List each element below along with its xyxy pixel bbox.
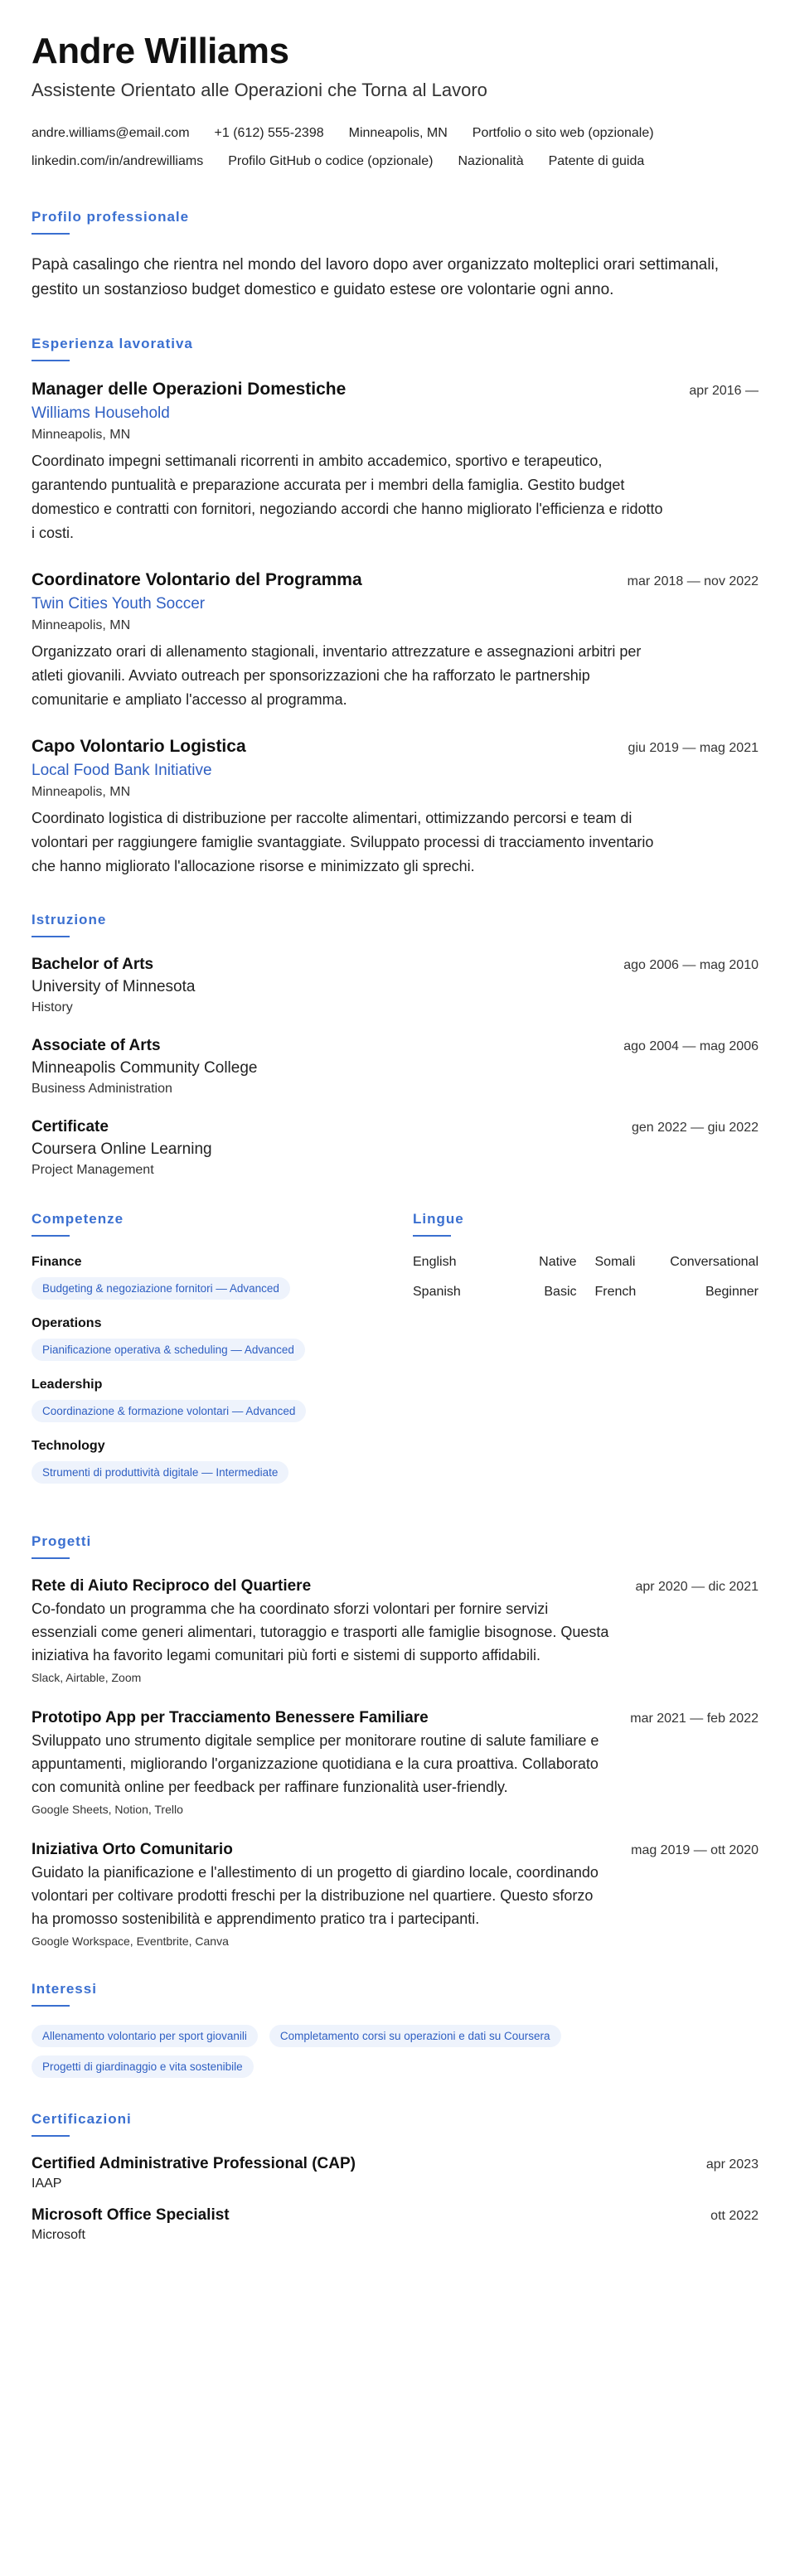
skills-section [32, 1211, 413, 1500]
job-description: Coordinato logistica di distribuzione per raccolte alimentari, ottimizzando percorsi e team di volontari per raggiungere famiglie svantaggiate. Sviluppato processi di tracciamento inventario che hanno migliorato l'allocazione risorse e minimizzato gli sprechi. [32, 810, 654, 875]
project-description: Guidato la pianificazione e l'allestimento di un progetto di giardino locale, coordinando volontari per coltivare prodotti freschi per la distribuzione nel quartiere. Questo sforzo ha promosso sostenibilità e apprendimento pratico tra i partecipanti. [32, 1864, 599, 1928]
linkedin-link[interactable]: linkedin.com/in/andrewilliams [32, 154, 204, 169]
section-divider [32, 936, 70, 937]
skill-category-name: Operations [32, 1316, 102, 1331]
education-dates: gen 2022 — giu 2022 [631, 1121, 758, 1135]
degree: Certificate [32, 1118, 109, 1136]
job-location: Minneapolis, MN [32, 428, 131, 443]
interest-pill: Allenamento volontario per sport giovanili [32, 2025, 258, 2047]
experience-entry [32, 570, 758, 712]
job-description: Organizzato orari di allenamento stagionali, inventario attrezzature e assegnazioni arbitri per atleti giovanili. Avviato outreach per sponsorizzazioni che ha rafforzato le partnership comunitarie e ampliato l'accesso al programma. [32, 643, 642, 709]
language-level: Basic [544, 1285, 577, 1300]
phone-link[interactable]: +1 (612) 555-2398 [214, 126, 324, 141]
certifications-section [32, 2111, 758, 2243]
section-divider [32, 360, 70, 361]
degree: Bachelor of Arts [32, 956, 154, 974]
section-title: Interessi [32, 1981, 97, 1997]
education-dates: ago 2004 — mag 2006 [623, 1039, 758, 1054]
section-title: Certificazioni [32, 2111, 132, 2128]
field-of-study: History [32, 1000, 73, 1015]
education-dates: ago 2006 — mag 2010 [623, 958, 758, 973]
projects-section [32, 1533, 758, 1948]
certification-name: Microsoft Office Specialist [32, 2206, 230, 2225]
section-title: Lingue [413, 1211, 464, 1227]
candidate-name: Andre Williams [32, 31, 289, 71]
company-name: Twin Cities Youth Soccer [32, 595, 206, 613]
section-title: Competenze [32, 1211, 124, 1227]
section-divider [32, 233, 70, 235]
education-section [32, 912, 758, 1178]
experience-entry [32, 380, 758, 545]
skill-pill: Pianificazione operativa & scheduling — Advanced [32, 1339, 305, 1361]
email-link[interactable]: andre.williams@email.com [32, 126, 190, 141]
company-name: Local Food Bank Initiative [32, 762, 212, 780]
project-tools: Google Sheets, Notion, Trello [32, 1803, 183, 1817]
project-title: Rete di Aiuto Reciproco del Quartiere [32, 1577, 312, 1595]
job-location: Minneapolis, MN [32, 785, 131, 800]
certification-issuer: IAAP [32, 2177, 62, 2191]
project-description: Sviluppato uno strumento digitale semplice per monitorare routine di salute familiare e appuntamenti, migliorando l'organizzazione quotidiana e la cura proattiva. Collaborato con comunità online per feedback per raffinare funzionalità user-friendly. [32, 1732, 599, 1796]
experience-entry [32, 737, 758, 879]
job-location: Minneapolis, MN [32, 618, 131, 633]
section-divider [32, 2005, 70, 2007]
language-level: Native [539, 1255, 577, 1270]
contact-row [32, 119, 758, 148]
section-divider [32, 1557, 70, 1559]
certification-issuer: Microsoft [32, 2228, 85, 2243]
job-dates: mar 2018 — nov 2022 [627, 574, 758, 589]
certification-date: ott 2022 [710, 2209, 758, 2224]
language-name: English [413, 1255, 457, 1270]
skill-category-name: Technology [32, 1439, 105, 1454]
section-divider [32, 2135, 70, 2137]
project-tools: Slack, Airtable, Zoom [32, 1671, 142, 1685]
skill-pill: Budgeting & negoziazione fornitori — Advanced [32, 1277, 290, 1300]
education-entry [32, 956, 758, 1015]
language-name: Spanish [413, 1285, 461, 1300]
skill-pill: Strumenti di produttività digitale — Intermediate [32, 1461, 288, 1484]
certification-date: apr 2023 [705, 2157, 758, 2172]
language-item [413, 1255, 577, 1270]
job-title: Coordinatore Volontario del Programma [32, 570, 362, 590]
candidate-headline: Assistente Orientato alle Operazioni che Torna al Lavoro [32, 80, 487, 101]
job-description: Coordinato impegni settimanali ricorrenti in ambito accademico, sportivo e terapeutico, garantendo puntualità e preparazione accurata per i membri della famiglia. Gestito budget domestico e contratti con fornitori, negoziando accordi che hanno migliorato l'efficienza e ridotto i costi. [32, 453, 663, 542]
field-of-study: Project Management [32, 1163, 154, 1178]
project-title: Prototipo App per Tracciamento Benessere Familiare [32, 1709, 429, 1727]
section-title: Progetti [32, 1533, 92, 1550]
language-level: Conversational [670, 1255, 758, 1270]
language-item [413, 1285, 577, 1300]
skill-category [32, 1439, 413, 1484]
contact-info [32, 119, 758, 176]
job-dates: apr 2016 — [689, 384, 758, 399]
section-divider [32, 1235, 70, 1237]
degree: Associate of Arts [32, 1037, 161, 1055]
school-name: Minneapolis Community College [32, 1059, 258, 1077]
school-name: Coursera Online Learning [32, 1140, 212, 1159]
project-description: Co-fondato un programma che ha coordinato sforzi volontari per fornire servizi essenziali come generi alimentari, tutoraggio e trasporti alle famiglie bisognose. Questa iniziativa ha favorito legami comunitari più forti e sistemi di supporto affidabili. [32, 1600, 609, 1664]
education-entry [32, 1037, 758, 1097]
project-tools: Google Workspace, Eventbrite, Canva [32, 1934, 229, 1949]
skill-category [32, 1316, 413, 1361]
interest-pill: Completamento corsi su operazioni e dati su Coursera [269, 2025, 561, 2047]
summary-text: Papà casalingo che rientra nel mondo del lavoro dopo aver organizzato molteplici orari settimanali, gestito un sostanzioso budget domestico e guidato estese ore volontarie ogni anno. [32, 256, 720, 299]
project-entry [32, 1709, 758, 1816]
job-title: Capo Volontario Logistica [32, 737, 246, 757]
language-item [595, 1255, 759, 1270]
skill-category-name: Finance [32, 1255, 82, 1270]
interests-section [32, 1981, 758, 2078]
project-dates: mar 2021 — feb 2022 [630, 1712, 758, 1726]
driving-license-text: Patente di guida [548, 154, 645, 169]
interests-list [32, 2025, 662, 2078]
field-of-study: Business Administration [32, 1082, 172, 1097]
interest-pill: Progetti di giardinaggio e vita sostenibile [32, 2055, 254, 2078]
resume-header [32, 31, 758, 176]
github-link[interactable]: Profilo GitHub o codice (opzionale) [228, 154, 434, 169]
experience-section [32, 336, 758, 879]
section-divider [413, 1235, 451, 1237]
project-entry [32, 1841, 758, 1948]
skill-pill: Coordinazione & formazione volontari — Advanced [32, 1400, 306, 1422]
company-name: Williams Household [32, 404, 170, 423]
skill-category [32, 1378, 413, 1422]
summary-section [32, 209, 758, 303]
portfolio-link[interactable]: Portfolio o sito web (opzionale) [472, 126, 654, 141]
section-title: Profilo professionale [32, 209, 190, 225]
project-title: Iniziativa Orto Comunitario [32, 1841, 233, 1859]
language-name: French [594, 1285, 637, 1300]
language-item [595, 1285, 759, 1300]
skill-category [32, 1255, 413, 1300]
languages-section [413, 1211, 758, 1500]
contact-row [32, 148, 758, 176]
school-name: University of Minnesota [32, 978, 196, 996]
language-level: Beginner [705, 1285, 758, 1300]
skills-languages-row [32, 1211, 758, 1500]
education-entry [32, 1118, 758, 1178]
nationality-text: Nazionalità [458, 154, 524, 169]
section-title: Istruzione [32, 912, 107, 928]
certification-name: Certified Administrative Professional (CAP) [32, 2155, 356, 2173]
project-dates: apr 2020 — dic 2021 [635, 1580, 758, 1595]
certification-entry [32, 2206, 758, 2243]
languages-list [413, 1255, 758, 1300]
language-name: Somali [594, 1255, 636, 1270]
location-text: Minneapolis, MN [348, 126, 448, 141]
section-title: Esperienza lavorativa [32, 336, 193, 352]
project-entry [32, 1577, 758, 1684]
certification-entry [32, 2155, 758, 2191]
project-dates: mag 2019 — ott 2020 [631, 1843, 758, 1858]
job-dates: giu 2019 — mag 2021 [628, 741, 758, 756]
job-title: Manager delle Operazioni Domestiche [32, 380, 347, 399]
skill-category-name: Leadership [32, 1378, 103, 1392]
